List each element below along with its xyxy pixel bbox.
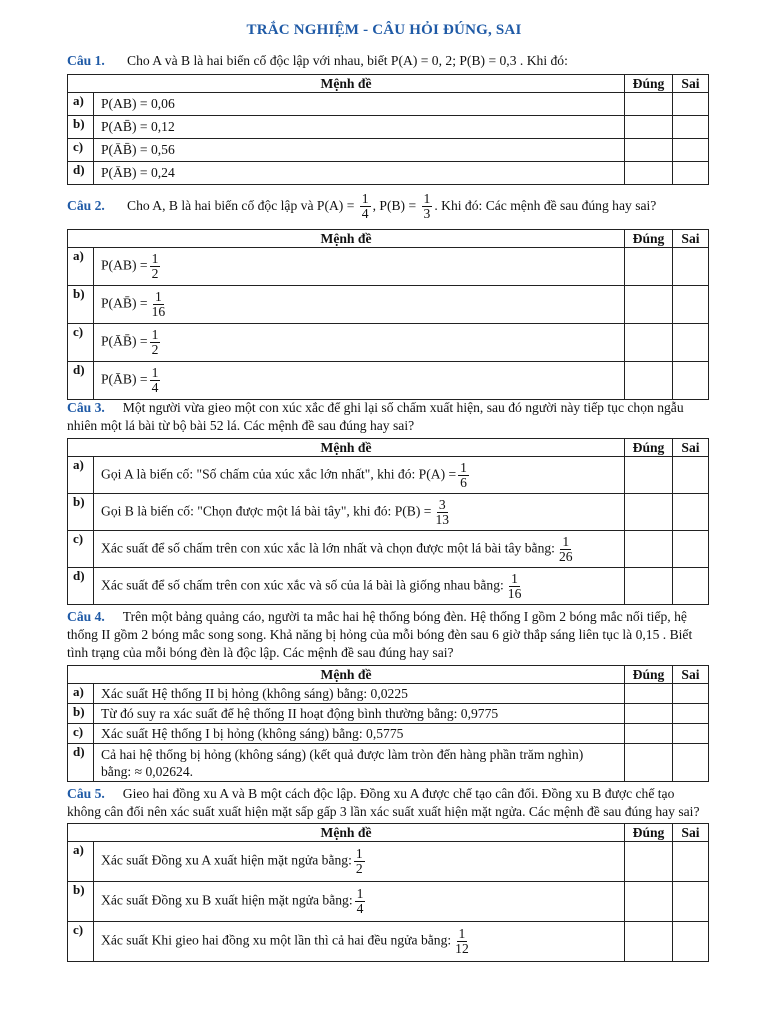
numerator: 1 <box>151 327 159 342</box>
statement <box>94 531 625 568</box>
question-3 <box>67 399 717 435</box>
true-cell[interactable] <box>625 286 673 324</box>
denominator: 2 <box>355 861 363 876</box>
denominator: 6 <box>460 474 467 490</box>
row-label: a) <box>68 93 94 116</box>
header-statement: Mệnh đề <box>68 439 625 457</box>
true-cell[interactable] <box>625 922 673 962</box>
row-label: d) <box>68 744 94 782</box>
row-label: c) <box>68 531 94 568</box>
statement: P(ĀB̄) = 0,56 <box>94 139 625 162</box>
statement <box>94 248 625 286</box>
row-label: a) <box>68 842 94 882</box>
statement-text: Xác suất Khi gieo hai đồng xu một lần thì cả hai đều ngửa bằng: <box>101 932 452 948</box>
question-4-line-3: tình trạng của mỗi bóng đèn là độc lập. Các mệnh đề sau đúng hay sai? <box>67 645 454 660</box>
row-label: b) <box>68 494 94 531</box>
statement: Từ đó suy ra xác suất để hệ thống II hoạt động bình thường bằng: 0,9775 <box>94 704 625 724</box>
denominator: 26 <box>558 548 573 564</box>
numerator: 1 <box>423 191 431 207</box>
denominator: 2 <box>151 266 159 281</box>
header-true: Đúng <box>625 439 673 457</box>
numerator: 1 <box>151 365 159 380</box>
false-cell[interactable] <box>673 882 709 922</box>
question-5-number: Câu 5. <box>67 786 105 801</box>
false-cell[interactable] <box>673 724 709 744</box>
statement-text: bằng: ≈ 0,02624. <box>101 763 194 779</box>
question-5-line-2: không cân đối nên xác suất xuất hiện mặt sấp gấp 3 lần xác suất xuất hiện mặt ngửa. Các mệnh đề sau đúng hay sai? <box>67 804 700 819</box>
fraction <box>453 927 471 956</box>
numerator: 3 <box>438 496 446 512</box>
statement <box>94 882 625 922</box>
row-label: c) <box>68 724 94 744</box>
false-cell[interactable] <box>673 286 709 324</box>
true-cell[interactable] <box>625 139 673 162</box>
row-label: b) <box>68 286 94 324</box>
denominator: 3 <box>423 206 431 222</box>
question-3-table <box>67 438 709 605</box>
question-5-line-1: Gieo hai đồng xu A và B một cách độc lập. Đồng xu A được chế tạo cân đối. Đồng xu B được chế tạo <box>122 786 675 801</box>
true-cell[interactable] <box>625 882 673 922</box>
statement-text: Gọi A là biến cố: "Số chấm của xúc xắc lớn nhất", khi đó: P(A) = <box>101 466 457 482</box>
false-cell[interactable] <box>673 162 709 185</box>
numerator: 1 <box>151 251 159 266</box>
row-label: a) <box>68 457 94 494</box>
false-cell[interactable] <box>673 93 709 116</box>
fraction <box>150 252 161 281</box>
numerator: 1 <box>361 191 369 207</box>
fraction <box>150 328 161 357</box>
question-1-table <box>67 74 709 185</box>
numerator: 1 <box>511 570 518 586</box>
true-cell[interactable] <box>625 116 673 139</box>
row-label: a) <box>68 248 94 286</box>
header-false: Sai <box>673 824 709 842</box>
statement: P(AB) = 0,06 <box>94 93 625 116</box>
question-2-table <box>67 229 709 400</box>
row-label: c) <box>68 324 94 362</box>
fraction <box>557 535 575 564</box>
denominator: 2 <box>151 342 159 357</box>
header-false: Sai <box>673 75 709 93</box>
true-cell[interactable] <box>625 568 673 605</box>
header-statement: Mệnh đề <box>68 666 625 684</box>
question-2-text-b: , P(B) = <box>372 198 417 213</box>
statement <box>94 494 625 531</box>
row-label: d) <box>68 362 94 400</box>
question-4 <box>67 608 717 662</box>
true-cell[interactable] <box>625 531 673 568</box>
header-true: Đúng <box>625 824 673 842</box>
statement: Xác suất Hệ thống I bị hỏng (không sáng) bằng: 0,5775 <box>94 724 625 744</box>
question-1-text: Cho A và B là hai biến cố độc lập với nhau, biết P(A) = 0, 2; P(B) = 0,3 . Khi đó: <box>127 53 568 68</box>
statement <box>94 362 625 400</box>
statement-text: Xác suất Đồng xu A xuất hiện mặt ngửa bằng: <box>101 852 352 868</box>
statement-text: P(AB̄) = <box>101 295 148 311</box>
true-cell[interactable] <box>625 162 673 185</box>
row-label: c) <box>68 139 94 162</box>
false-cell[interactable] <box>673 531 709 568</box>
statement-text: Xác suất để số chấm trên con xúc xắc và số của lá bài là giống nhau bằng: <box>101 577 504 593</box>
true-cell[interactable] <box>625 93 673 116</box>
question-2-number: Câu 2. <box>67 198 105 213</box>
true-cell[interactable] <box>625 248 673 286</box>
true-cell[interactable] <box>625 724 673 744</box>
true-cell[interactable] <box>625 362 673 400</box>
false-cell[interactable] <box>673 324 709 362</box>
row-label: d) <box>68 162 94 185</box>
row-label: a) <box>68 684 94 704</box>
statement <box>94 568 625 605</box>
false-cell[interactable] <box>673 704 709 724</box>
header-statement: Mệnh đề <box>68 230 625 248</box>
statement: P(AB̄) = 0,12 <box>94 116 625 139</box>
fraction <box>506 572 524 601</box>
statement <box>94 842 625 882</box>
numerator: 1 <box>458 926 466 941</box>
false-cell[interactable] <box>673 362 709 400</box>
statement-text: P(ĀB̄) = <box>101 333 148 349</box>
fraction <box>150 366 161 395</box>
question-2-text-c: . Khi đó: Các mệnh đề sau đúng hay sai? <box>434 198 657 213</box>
statement <box>94 744 625 782</box>
row-label: d) <box>68 568 94 605</box>
numerator: 1 <box>562 533 570 549</box>
fraction <box>458 461 469 490</box>
true-cell[interactable] <box>625 744 673 782</box>
fraction <box>354 847 365 876</box>
statement-text: Gọi B là biến cố: "Chọn được một lá bài tây", khi đó: P(B) = <box>101 503 432 519</box>
denominator: 16 <box>507 585 522 601</box>
question-3-line-1: Một người vừa gieo một con xúc xắc để ghi lại số chấm xuất hiện, sau đó người này tiếp tục chọn ngẫu <box>122 400 684 415</box>
fraction <box>360 192 371 221</box>
fraction <box>355 887 366 916</box>
true-cell[interactable] <box>625 457 673 494</box>
statement <box>94 286 625 324</box>
denominator: 13 <box>435 511 450 527</box>
question-2 <box>67 190 717 222</box>
page-title: TRẮC NGHIỆM - CÂU HỎI ĐÚNG, SAI <box>246 22 522 38</box>
statement: Xác suất Hệ thống II bị hỏng (không sáng) bằng: 0,0225 <box>94 684 625 704</box>
denominator: 4 <box>356 901 364 916</box>
fraction <box>150 290 168 319</box>
statement-text: Cả hai hệ thống bị hỏng (không sáng) (kết quả được làm tròn đến hàng phần trăm nghìn) <box>101 746 584 762</box>
header-false: Sai <box>673 439 709 457</box>
question-4-number: Câu 4. <box>67 609 105 624</box>
question-4-table <box>67 665 709 782</box>
false-cell[interactable] <box>673 922 709 962</box>
false-cell[interactable] <box>673 457 709 494</box>
denominator: 16 <box>151 304 166 319</box>
question-3-line-2: nhiên một lá bài từ bộ bài 52 lá. Các mệnh đề sau đúng hay sai? <box>67 418 415 433</box>
numerator: 1 <box>355 846 363 861</box>
question-5 <box>67 785 727 821</box>
false-cell[interactable] <box>673 139 709 162</box>
statement-text: Xác suất Đồng xu B xuất hiện mặt ngửa bằng: <box>101 892 353 908</box>
true-cell[interactable] <box>625 842 673 882</box>
header-true: Đúng <box>625 666 673 684</box>
denominator: 4 <box>361 206 369 222</box>
header-true: Đúng <box>625 230 673 248</box>
true-cell[interactable] <box>625 704 673 724</box>
fraction <box>433 498 451 527</box>
fraction <box>422 192 433 221</box>
question-4-line-1: Trên một bảng quảng cáo, người ta mắc hai hệ thống bóng đèn. Hệ thống I gồm 2 bóng mắc nối tiếp, hệ <box>122 609 687 624</box>
false-cell[interactable] <box>673 248 709 286</box>
header-false: Sai <box>673 666 709 684</box>
question-1 <box>67 52 717 70</box>
statement-text: P(ĀB) = <box>101 371 148 387</box>
question-2-text-a: Cho A, B là hai biến cố độc lập và P(A) = <box>127 198 355 213</box>
row-label: b) <box>68 882 94 922</box>
statement-text: P(AB) = <box>101 257 148 273</box>
denominator: 4 <box>151 380 159 395</box>
header-true: Đúng <box>625 75 673 93</box>
false-cell[interactable] <box>673 842 709 882</box>
true-cell[interactable] <box>625 684 673 704</box>
false-cell[interactable] <box>673 684 709 704</box>
false-cell[interactable] <box>673 744 709 782</box>
numerator: 1 <box>356 886 364 901</box>
false-cell[interactable] <box>673 116 709 139</box>
statement <box>94 922 625 962</box>
row-label: b) <box>68 704 94 724</box>
question-1-number: Câu 1. <box>67 53 105 68</box>
numerator: 1 <box>460 459 467 475</box>
statement <box>94 324 625 362</box>
statement <box>94 457 625 494</box>
row-label: c) <box>68 922 94 962</box>
question-3-number: Câu 3. <box>67 400 105 415</box>
statement: P(ĀB) = 0,24 <box>94 162 625 185</box>
false-cell[interactable] <box>673 568 709 605</box>
statement-text: Xác suất để số chấm trên con xúc xắc là lớn nhất và chọn được một lá bài tây bằng: <box>101 540 555 556</box>
question-5-table <box>67 823 709 962</box>
row-label: b) <box>68 116 94 139</box>
numerator: 1 <box>154 289 162 304</box>
false-cell[interactable] <box>673 494 709 531</box>
denominator: 12 <box>455 941 469 956</box>
true-cell[interactable] <box>625 324 673 362</box>
header-statement: Mệnh đề <box>68 824 625 842</box>
true-cell[interactable] <box>625 494 673 531</box>
header-false: Sai <box>673 230 709 248</box>
question-4-line-2: thống II gồm 2 bóng mắc song song. Khả năng bị hỏng của mỗi bóng đèn sau 6 giờ thắp sáng liên tục là 0,15 . Biết <box>67 627 693 642</box>
header-statement: Mệnh đề <box>68 75 625 93</box>
